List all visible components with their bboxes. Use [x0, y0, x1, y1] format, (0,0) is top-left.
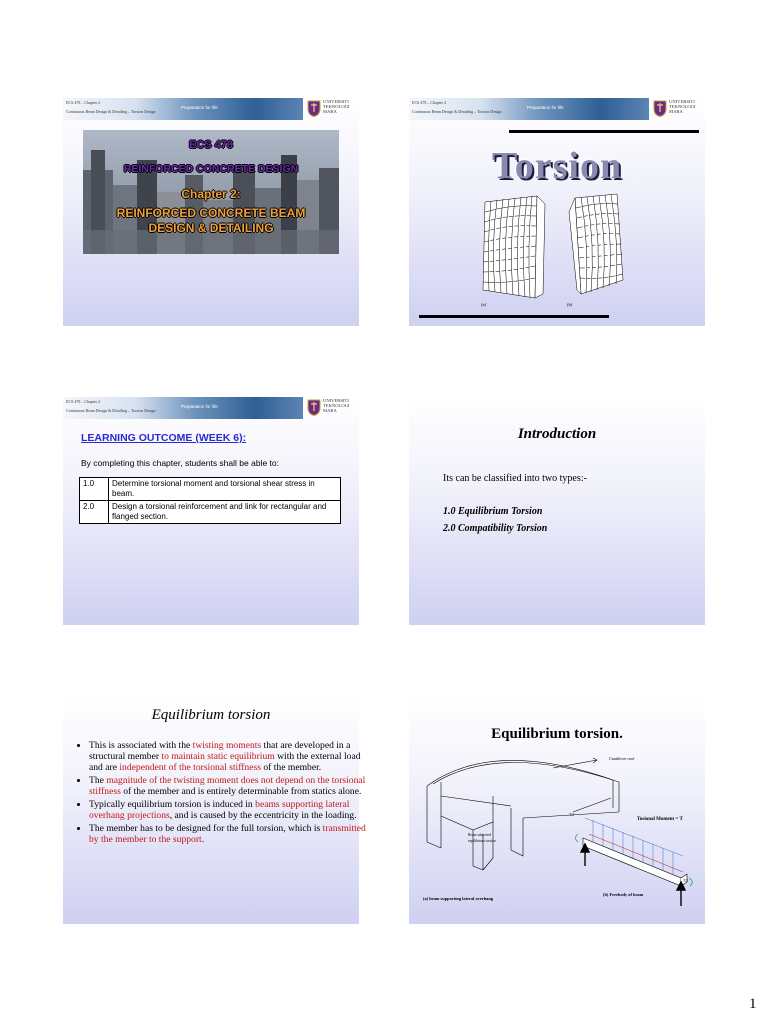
chapter-subtitle-line-1: REINFORCED CONCRETE BEAM [116, 206, 306, 220]
slide-2-torsion [409, 98, 705, 326]
header-subtitle: Continuous Beam Design & Detailing – Torsion Design [66, 408, 156, 413]
bullet-text: that are developed in a structural member [89, 740, 351, 762]
slide-header [63, 98, 359, 120]
header-tagline: Preparation for life [181, 404, 218, 409]
list-item [89, 775, 367, 797]
list-item [89, 799, 367, 821]
chapter-label: Chapter 2: [181, 187, 241, 201]
learning-outcome-table [79, 477, 341, 524]
bullet-highlight: twisting moments [192, 740, 262, 751]
bullet-text: . [201, 834, 205, 845]
torsion-title: Torsion [491, 145, 623, 187]
torsional-moment-label: Tosional Moment = T [637, 817, 683, 822]
header-subtitle: Continuous Beam Design & Detailing – Torsion Design [66, 109, 156, 114]
course-code: ECS 478 [188, 139, 234, 151]
torsion-type-1: 1.0 Equilibrium Torsion [443, 506, 543, 517]
bullet-text: This is associated with the [89, 740, 193, 751]
caption-b: (b) Freebody of beam [603, 892, 644, 897]
university-word-1: UNIVERSITI [323, 398, 349, 403]
header-tagline: Preparation for life [527, 105, 564, 110]
overhang-beam-diagram [413, 738, 703, 922]
table-row [80, 501, 341, 524]
slide-1-title [63, 98, 359, 326]
list-item [89, 740, 367, 773]
university-word-1: UNIVERSITI [669, 99, 695, 104]
bullet-text: , and is caused by the eccentricity in the loading. [169, 810, 357, 821]
top-rule [509, 130, 699, 133]
learning-outcome-title: LEARNING OUTCOME (WEEK 6): [81, 432, 247, 444]
header-subtitle: Continuous Beam Design & Detailing – Torsion Design [412, 109, 502, 114]
outcome-number: 1.0 [80, 478, 109, 501]
header-course-line: ECS 478 – Chapter 2 [66, 399, 100, 404]
bullet-highlight: to maintain static equilibrium [161, 751, 275, 762]
university-name [669, 99, 696, 114]
twisted-beam-figure [477, 190, 637, 300]
bullet-text: Typically equilibrium torsion is induced in [89, 799, 256, 810]
caption-a: (a) beam supporting lateral overhang [423, 896, 494, 901]
figure-label-b: (b) [567, 302, 573, 307]
t-half-bottom-label: T/2 [683, 879, 688, 883]
bullet-text: with the external load and are [89, 751, 361, 773]
university-word-3: MARA [669, 109, 683, 114]
bullet-text: The member has to be designed for the full torsion, which is [89, 823, 323, 834]
slide-4-introduction [409, 397, 705, 625]
chapter-subtitle-line-2: DESIGN & DETAILING [148, 221, 274, 235]
university-crest-icon [653, 100, 667, 117]
university-crest-icon [307, 399, 321, 416]
bullet-highlight: magnitude of the twisting moment does not depend on the torsional stiffness [89, 775, 366, 797]
slide-header [409, 98, 705, 120]
bullet-text: of the member and is entirely determinable from statics alone. [120, 786, 362, 797]
university-name [323, 398, 350, 413]
university-word-3: MARA [323, 109, 337, 114]
outcome-text: Determine torsional moment and torsional shear stress in beam. [109, 478, 341, 501]
course-title: REINFORCED CONCRETE DESIGN [123, 163, 299, 175]
equilibrium-torsion-figure-title: Equilibrium torsion. [491, 726, 623, 742]
slide-header [63, 397, 359, 419]
header-course-line: ECS 478 – Chapter 2 [66, 100, 100, 105]
equilibrium-torsion-title: Equilibrium torsion [151, 707, 271, 723]
slide-6-equilibrium-torsion-figure [409, 696, 705, 924]
table-row [80, 478, 341, 501]
header-course-line: ECS 478 – Chapter 2 [412, 100, 446, 105]
t-half-top-label: T/2 [569, 813, 574, 817]
university-word-2: TEKNOLOGI [669, 104, 696, 109]
slide-3-learning-outcome [63, 397, 359, 625]
bottom-rule [419, 315, 609, 318]
introduction-title: Introduction [517, 426, 597, 442]
bullet-highlight: transmitted by the member to the support [89, 823, 366, 845]
outcome-number: 2.0 [80, 501, 109, 524]
beam-label-line-1: Beam subjected [468, 833, 491, 837]
beam-label-line-2: equilibrium torsion [468, 839, 496, 843]
bullet-highlight: beams supporting lateral overhang projections [89, 799, 350, 821]
learning-outcome-intro: By completing this chapter, students shall be able to: [81, 458, 279, 468]
cantilever-roof-label: Cantilever roof [609, 756, 635, 761]
bullet-text: of the member. [260, 762, 322, 773]
figure-label-a: (a) [481, 302, 486, 307]
university-word-3: MARA [323, 408, 337, 413]
outcome-text: Design a torsional reinforcement and link for rectangular and flanged section. [109, 501, 341, 524]
torsion-type-2: 2.0 Compatibility Torsion [443, 523, 548, 534]
university-word-2: TEKNOLOGI [323, 403, 350, 408]
list-item [89, 823, 367, 845]
bullet-highlight: independent of the torsional stiffness [119, 762, 261, 773]
university-word-1: UNIVERSITI [323, 99, 349, 104]
chapter-subtitle [83, 206, 339, 236]
university-crest-icon [307, 100, 321, 117]
header-tagline: Preparation for life [181, 105, 218, 110]
university-word-2: TEKNOLOGI [323, 104, 350, 109]
introduction-text: Its can be classified into two types:- [443, 473, 587, 484]
page-number: 1 [749, 996, 757, 1012]
bullet-text: The [89, 775, 107, 786]
university-name [323, 99, 350, 114]
slide-5-equilibrium-torsion [63, 696, 366, 924]
equilibrium-bullets [75, 740, 367, 847]
